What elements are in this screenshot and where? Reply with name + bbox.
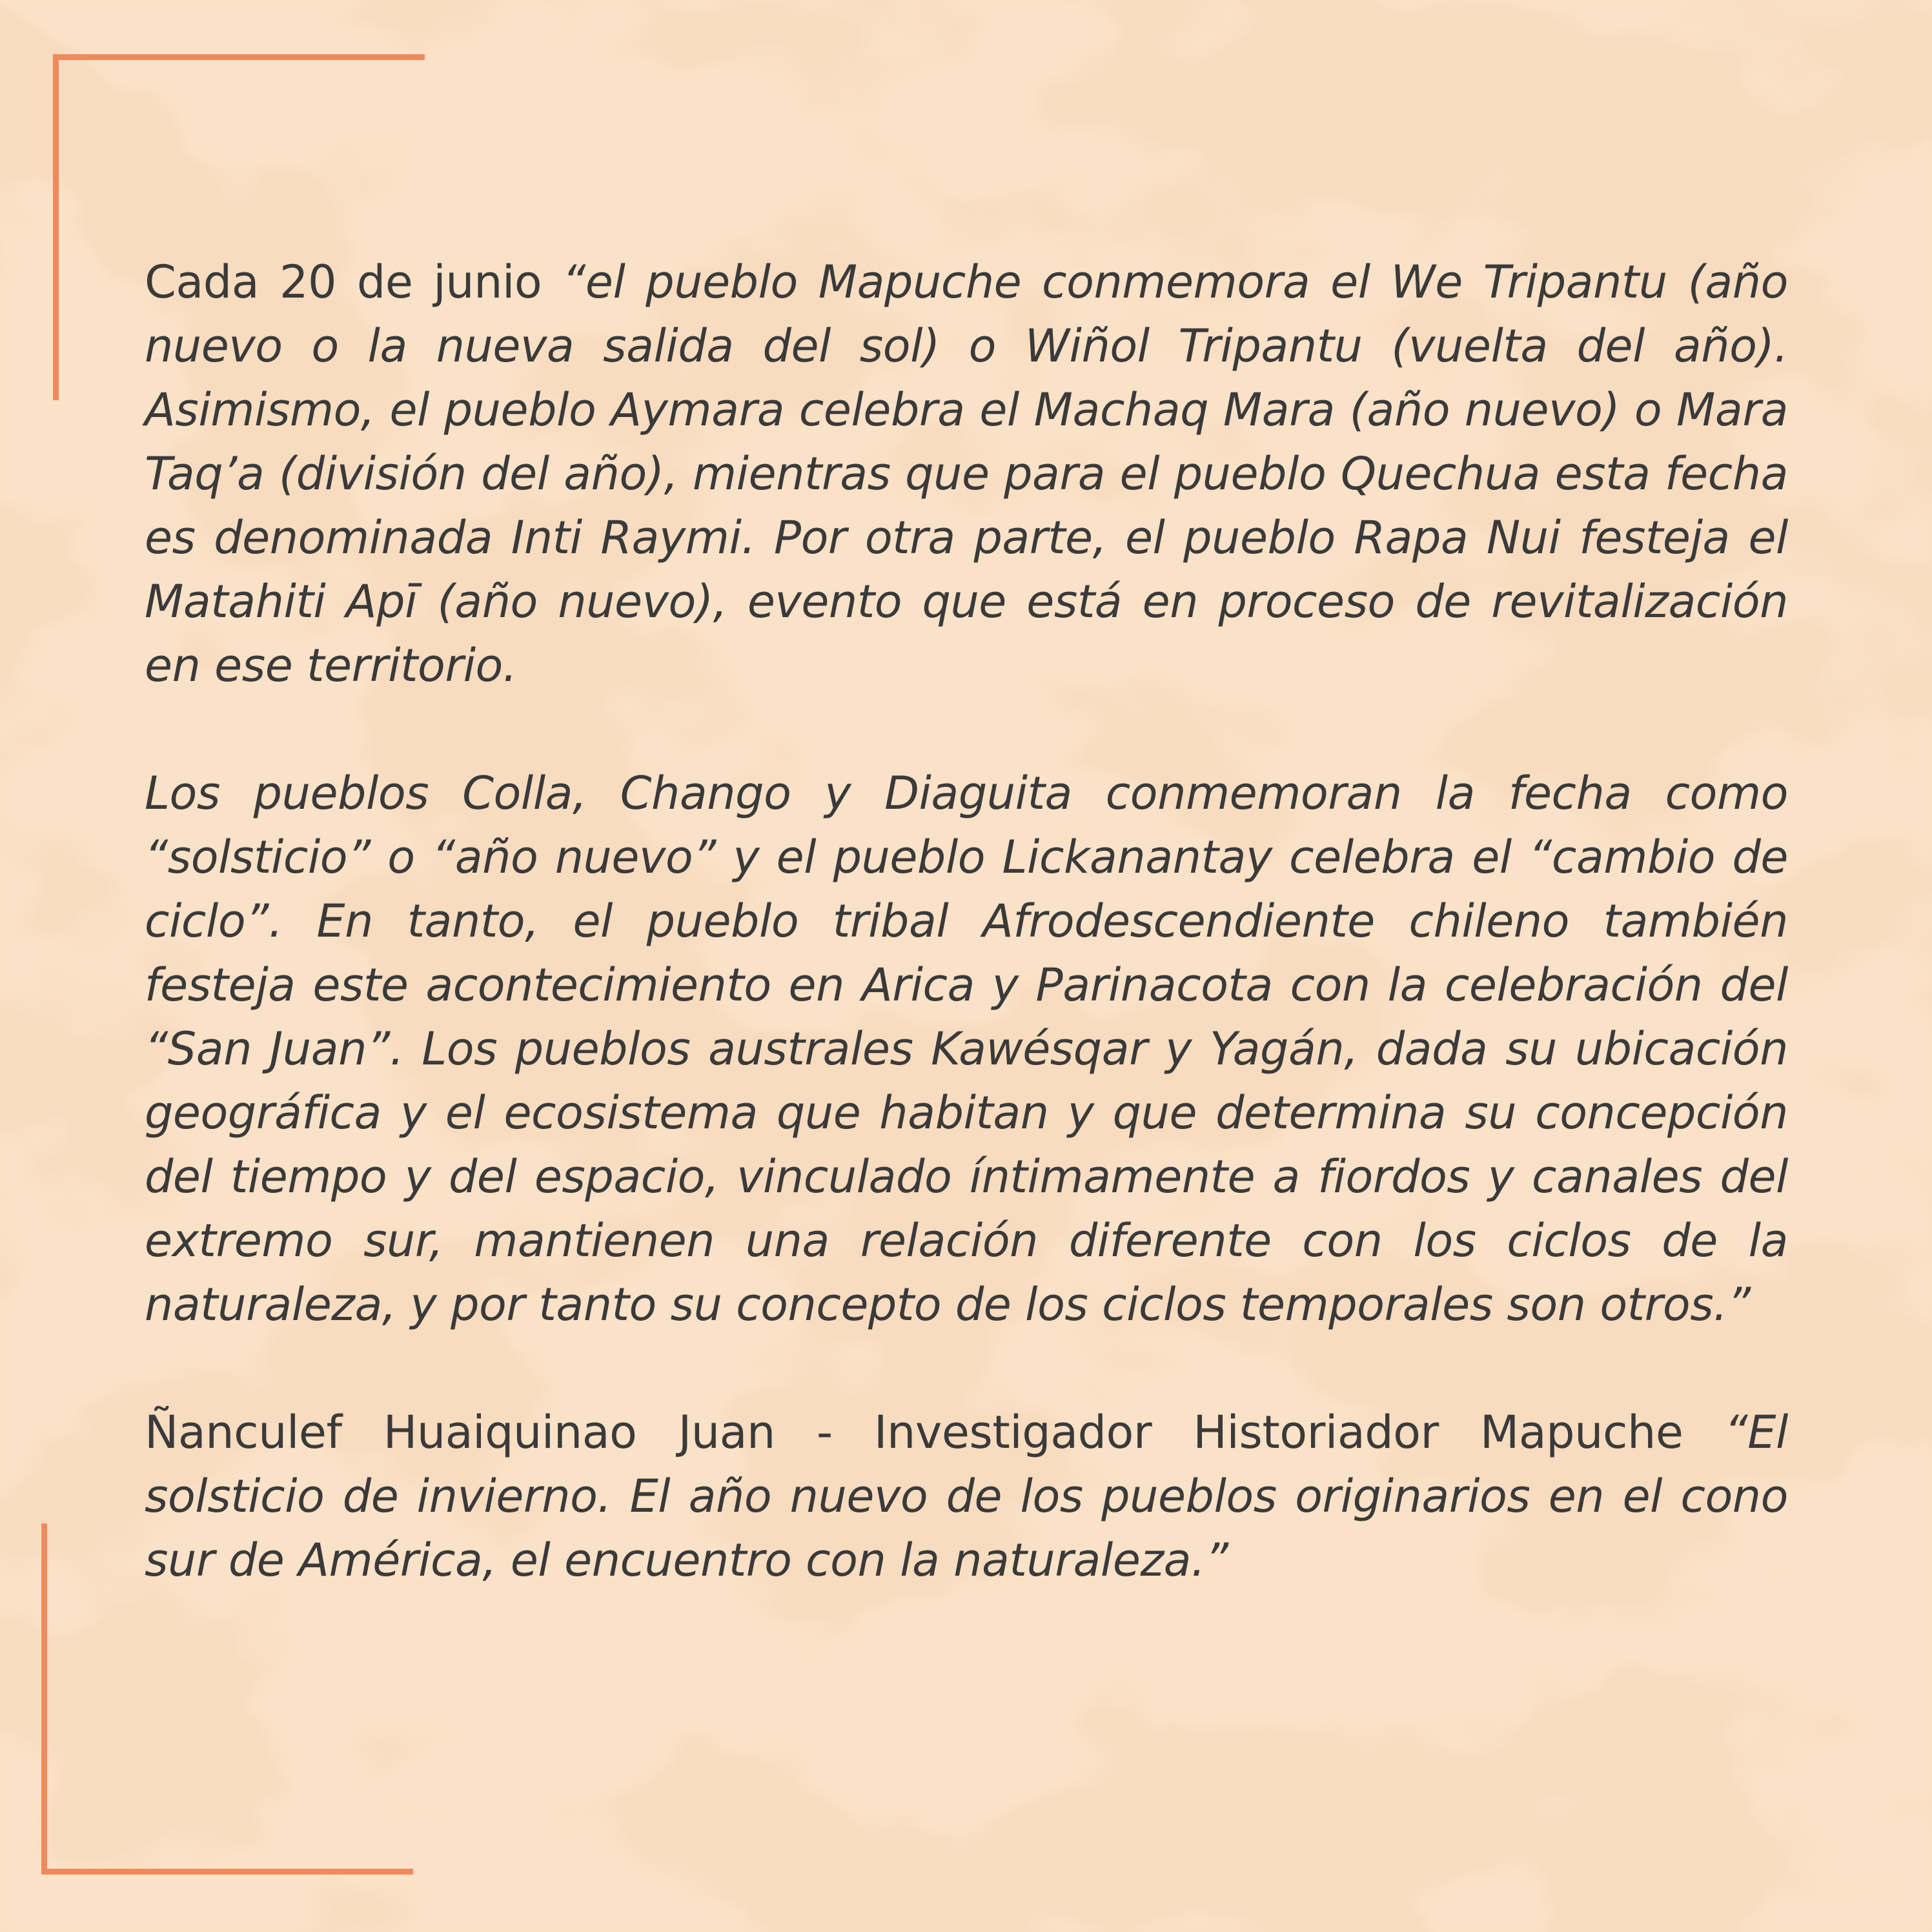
citation xyxy=(145,1401,1788,1592)
paragraph-peoples: Los pueblos Colla, Chango y Diaguita conmemoran la fecha como “solsticio” o “año nuevo” y el pueblo Lickanantay celebra el “cambio de ciclo”. En tanto, el pueblo tribal Afrodescendiente chileno también festeja este acontecimiento en Arica y Parinacota con la celebración del “San Juan”. Los pueblos australes Kawésqar y Yagán, dada su ubicación geográfica y el ecosistema que habitan y que determina su concepción del tiempo y del espacio, vinculado íntimamente a fiordos y canales del extremo sur, mantienen una relación diferente con los ciclos de la naturaleza, y por tanto su concepto de los ciclos temporales son otros.” xyxy=(145,767,1788,1331)
bottom-left-bracket-vertical xyxy=(41,1523,47,1875)
top-left-bracket-horizontal xyxy=(53,54,425,60)
top-left-bracket-vertical xyxy=(53,54,59,400)
intro-lead: Cada 20 de junio xyxy=(145,256,563,309)
paragraph-intro xyxy=(145,250,1788,698)
citation-author: Ñanculef Huaiquinao Juan - Investigador Historiador Mapuche xyxy=(145,1406,1725,1459)
citation-title: “El solsticio de invierno. El año nuevo de los pueblos originarios en el cono sur de América, el encuentro con la naturaleza.” xyxy=(145,1406,1788,1587)
intro-quote: “el pueblo Mapuche conmemora el We Tripantu (año nuevo o la nueva salida del sol) o Wiñol Tripantu (vuelta del año). Asimismo, el pueblo Aymara celebra el Machaq Mara (año nuevo) o Mara Taq’a (división del año), mientras que para el pueblo Quechua esta fecha es denominada Inti Raymi. Por otra parte, el pueblo Rapa Nui festeja el Matahiti Apī (año nuevo), evento que está en proceso de revitalización en ese territorio. xyxy=(145,256,1788,692)
quote-text-block xyxy=(145,250,1788,1592)
bottom-left-bracket-horizontal xyxy=(41,1869,413,1875)
